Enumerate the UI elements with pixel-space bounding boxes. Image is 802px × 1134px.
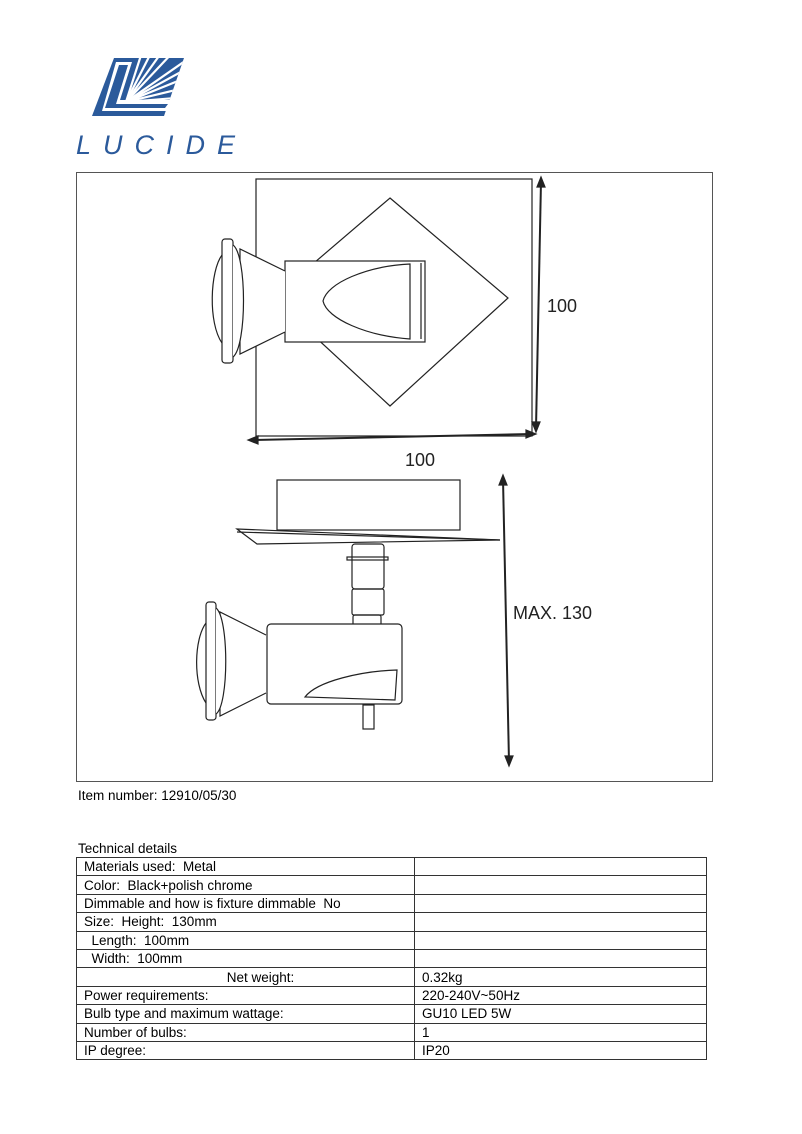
spec-label: Length: 100mm [77,931,415,949]
spec-label: Bulb type and maximum wattage: [77,1005,415,1023]
spec-label: IP degree: [77,1041,415,1059]
spec-value [415,931,707,949]
spec-value: IP20 [415,1041,707,1059]
logo-emblem [92,49,188,116]
technical-drawing [77,173,714,783]
spec-value [415,858,707,876]
table-row [77,1023,707,1041]
table-row [77,986,707,1004]
brand-wordmark: LUCIDE [76,130,248,160]
spec-label: Width: 100mm [77,949,415,967]
spec-value: 0.32kg [415,968,707,986]
table-row [77,876,707,894]
lucide-logo [76,54,248,160]
table-row [77,858,707,876]
table-row [77,968,707,986]
item-number: Item number: 12910/05/30 [78,788,237,803]
top-view-height-label: 100 [547,296,578,316]
spec-value [415,913,707,931]
spec-value: 1 [415,1023,707,1041]
table-row [77,931,707,949]
side-view [197,480,500,729]
table-row [77,1041,707,1059]
spec-label: Net weight: [77,968,415,986]
table-row [77,913,707,931]
spec-value [415,949,707,967]
table-row [77,1005,707,1023]
spec-label: Color: Black+polish chrome [77,876,415,894]
table-row [77,949,707,967]
side-view-height-label: MAX. 130 [513,603,593,623]
spec-label: Power requirements: [77,986,415,1004]
spec-label: Size: Height: 130mm [77,913,415,931]
table-row [77,894,707,912]
spec-value: GU10 LED 5W [415,1005,707,1023]
spec-value [415,876,707,894]
spec-label: Number of bulbs: [77,1023,415,1041]
technical-details-table [76,857,707,1060]
spec-value [415,894,707,912]
spec-label: Dimmable and how is fixture dimmable No [77,894,415,912]
drawing-frame [76,172,713,782]
top-view-width-label: 100 [405,450,436,470]
spec-label: Materials used: Metal [77,858,415,876]
technical-details-heading: Technical details [78,841,178,856]
top-view [212,179,532,436]
spec-value: 220-240V~50Hz [415,986,707,1004]
